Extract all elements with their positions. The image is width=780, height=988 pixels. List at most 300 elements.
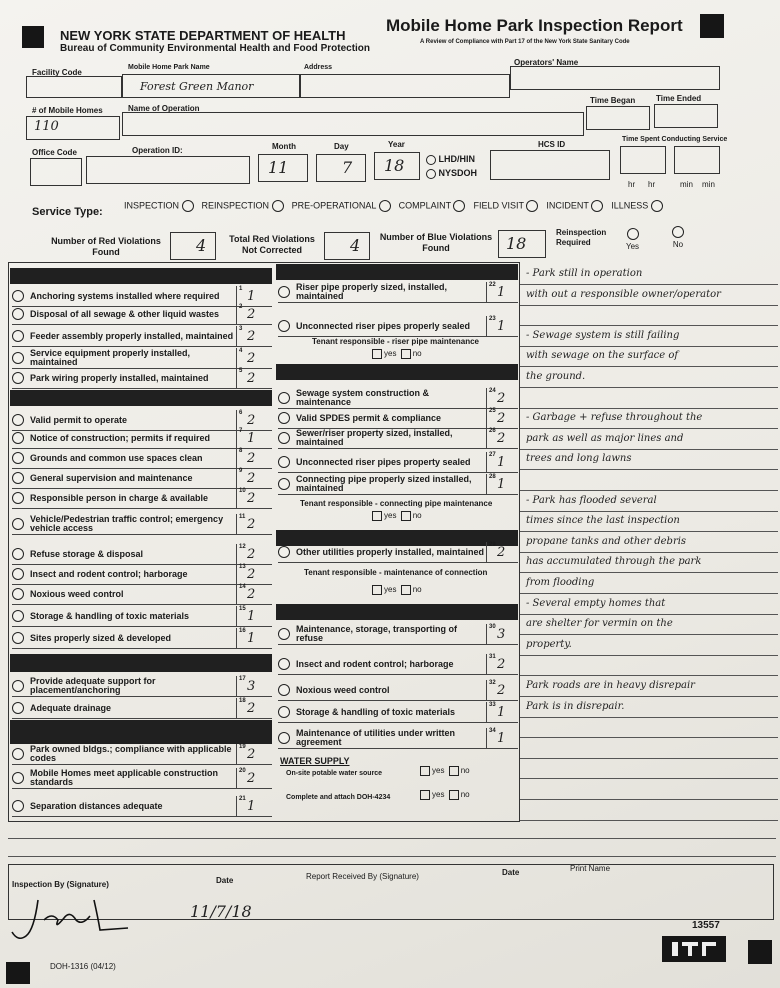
item-radio[interactable] bbox=[12, 472, 24, 484]
time-ended-field[interactable] bbox=[654, 104, 718, 128]
item-number: 25 bbox=[489, 407, 496, 414]
left-item-row[interactable] bbox=[12, 796, 272, 817]
operation-name-label: Name of Operation bbox=[128, 104, 200, 113]
item-label: Adequate drainage bbox=[30, 702, 112, 713]
hcs-id-field[interactable] bbox=[490, 150, 610, 180]
item-radio[interactable] bbox=[278, 320, 290, 332]
right-item-row[interactable] bbox=[278, 542, 518, 563]
item-label: Connecting pipe properly sized installed, maintained bbox=[296, 474, 472, 493]
item-mark: 2 bbox=[247, 490, 256, 506]
tenant-connecting-options[interactable]: yes no bbox=[370, 511, 422, 521]
ruled-line bbox=[520, 284, 778, 285]
item-label: Service equipment properly installed, maintained bbox=[30, 348, 191, 367]
park-name-value: Forest Green Manor bbox=[140, 80, 254, 93]
item-code-cell[interactable] bbox=[236, 304, 264, 325]
left-item-row[interactable] bbox=[12, 348, 272, 369]
item-radio[interactable] bbox=[12, 702, 24, 714]
item-number: 29 bbox=[489, 541, 496, 548]
ruled-line bbox=[520, 346, 778, 347]
item-radio[interactable] bbox=[12, 588, 24, 600]
item-radio[interactable] bbox=[12, 414, 24, 426]
item-mark: 2 bbox=[247, 412, 256, 428]
red-violations-label: Number of Red Violations Found bbox=[51, 236, 161, 257]
right-item-row[interactable] bbox=[278, 282, 518, 303]
ruled-line bbox=[520, 634, 778, 635]
left-item-row[interactable] bbox=[12, 676, 272, 697]
item-radio[interactable] bbox=[12, 680, 24, 692]
item-number: 1 bbox=[239, 285, 243, 292]
item-label: Separation distances adequate bbox=[30, 800, 163, 811]
registration-mark-bottom-left bbox=[6, 962, 30, 984]
item-code-cell[interactable] bbox=[236, 744, 264, 765]
handwritten-note: - Park has flooded several bbox=[526, 494, 657, 506]
item-label: General supervision and maintenance bbox=[30, 472, 193, 483]
item-code-cell[interactable] bbox=[236, 676, 264, 697]
blue-violations-label: Number of Blue Violations Found bbox=[379, 232, 493, 253]
ruled-line bbox=[520, 799, 778, 800]
item-mark: 2 bbox=[247, 770, 256, 786]
item-radio[interactable] bbox=[278, 456, 290, 468]
form-id: DOH-1316 (04/12) bbox=[50, 962, 116, 971]
item-code-cell[interactable] bbox=[486, 680, 512, 701]
item-label: Maintenance, storage, transporting of refuse bbox=[296, 624, 458, 643]
item-code-cell[interactable] bbox=[236, 628, 264, 649]
ruled-line bbox=[520, 758, 778, 759]
item-radio[interactable] bbox=[278, 392, 290, 404]
tenant-connection-options[interactable]: yes no bbox=[370, 585, 422, 595]
handwritten-note: trees and long lawns bbox=[526, 453, 632, 465]
registration-mark-top-right bbox=[700, 14, 724, 38]
item-radio[interactable] bbox=[12, 772, 24, 784]
item-label: Park wiring properly installed, maintained bbox=[30, 372, 209, 383]
item-mark: 2 bbox=[247, 450, 256, 466]
time-began-field[interactable] bbox=[586, 106, 650, 130]
water-complete-options[interactable]: yes no bbox=[418, 790, 470, 800]
item-mark: 2 bbox=[247, 566, 256, 582]
item-label: Valid permit to operate bbox=[30, 414, 128, 425]
item-mark: 1 bbox=[497, 476, 506, 492]
item-code-cell[interactable] bbox=[486, 542, 512, 563]
item-radio[interactable] bbox=[12, 610, 24, 622]
item-radio[interactable] bbox=[278, 286, 290, 298]
item-code-cell[interactable] bbox=[236, 698, 264, 719]
item-code-cell[interactable] bbox=[236, 584, 264, 605]
item-code-cell[interactable] bbox=[236, 428, 264, 449]
item-label: Storage & handling of toxic materials bbox=[296, 706, 456, 717]
bureau-name: Bureau of Community Environmental Health and Food Protection bbox=[60, 43, 371, 54]
office-code-field[interactable] bbox=[30, 158, 82, 186]
item-label: Provide adequate support for placement/anchoring bbox=[30, 676, 156, 695]
item-number: 12 bbox=[239, 543, 246, 550]
item-number: 13 bbox=[239, 563, 246, 570]
item-number: 27 bbox=[489, 451, 496, 458]
tenant-connection-label: Tenant responsible - maintenance of connection bbox=[304, 568, 488, 577]
item-number: 26 bbox=[489, 427, 496, 434]
item-mark: 1 bbox=[247, 630, 256, 646]
item-number: 9 bbox=[239, 467, 243, 474]
right-section-bar-2 bbox=[276, 364, 518, 380]
item-mark: 1 bbox=[247, 608, 256, 624]
ruled-line bbox=[520, 655, 778, 656]
item-label: Park owned bldgs.; compliance with applicable codes bbox=[30, 744, 232, 763]
service-inspection[interactable]: INSPECTION bbox=[124, 200, 194, 212]
tenant-riser-label: Tenant responsible - riser pipe maintenance bbox=[312, 337, 480, 346]
print-name-label: Print Name bbox=[570, 864, 611, 873]
ruled-line bbox=[520, 675, 778, 676]
item-radio[interactable] bbox=[12, 518, 24, 530]
ruled-line bbox=[520, 778, 778, 779]
left-item-row[interactable] bbox=[12, 698, 272, 719]
item-mark: 2 bbox=[247, 306, 256, 322]
item-number: 3 bbox=[239, 325, 243, 332]
day-value: 7 bbox=[342, 158, 353, 177]
right-item-row[interactable] bbox=[278, 474, 518, 495]
address-field[interactable] bbox=[300, 74, 510, 98]
item-number: 18 bbox=[239, 697, 246, 704]
handwritten-note: has accumulated through the park bbox=[526, 556, 702, 568]
left-item-row[interactable] bbox=[12, 326, 272, 347]
item-number: 15 bbox=[239, 605, 246, 612]
year-label: Year bbox=[388, 140, 405, 149]
date-value: 11/7/18 bbox=[190, 902, 252, 921]
right-item-row[interactable] bbox=[278, 680, 518, 701]
ruled-line bbox=[520, 552, 778, 553]
left-item-row[interactable] bbox=[12, 544, 272, 565]
item-mark: 2 bbox=[247, 546, 256, 562]
item-number: 5 bbox=[239, 367, 243, 374]
item-radio[interactable] bbox=[12, 432, 24, 444]
water-onsite-label: On-site potable water source bbox=[286, 770, 383, 777]
item-number: 31 bbox=[489, 653, 496, 660]
item-mark: 2 bbox=[497, 390, 506, 406]
item-radio[interactable] bbox=[12, 452, 24, 464]
item-radio[interactable] bbox=[278, 732, 290, 744]
service-reinspection[interactable]: REINSPECTION bbox=[202, 200, 284, 212]
lhd-option[interactable]: LHD/HIN bbox=[426, 154, 475, 165]
item-number: 24 bbox=[489, 387, 496, 394]
right-item-row[interactable] bbox=[278, 702, 518, 723]
item-mark: 1 bbox=[497, 454, 506, 470]
item-label: Maintenance of utilities under written agreement bbox=[296, 728, 456, 747]
left-item-row[interactable] bbox=[12, 768, 272, 789]
left-item-row[interactable] bbox=[12, 744, 272, 765]
item-number: 21 bbox=[239, 795, 246, 802]
office-code-label: Office Code bbox=[32, 148, 77, 157]
hours-label-2: hr bbox=[648, 180, 656, 189]
right-item-row[interactable] bbox=[278, 624, 518, 645]
handwritten-note: propane tanks and other debris bbox=[526, 535, 687, 547]
item-radio[interactable] bbox=[12, 632, 24, 644]
blue-violations-value: 18 bbox=[506, 234, 527, 253]
item-code-cell[interactable] bbox=[486, 408, 512, 429]
item-radio[interactable] bbox=[12, 548, 24, 560]
ruled-line bbox=[520, 387, 778, 388]
service-incident[interactable]: INCIDENT bbox=[546, 200, 603, 212]
doh-logo bbox=[662, 936, 726, 962]
service-type-options bbox=[124, 200, 663, 212]
ruled-line bbox=[520, 325, 778, 326]
item-code-cell[interactable] bbox=[236, 544, 264, 565]
nysdoh-option[interactable]: NYSDOH bbox=[426, 168, 477, 179]
service-complaint[interactable]: COMPLAINT bbox=[399, 200, 466, 212]
service-field-visit[interactable]: FIELD VISIT bbox=[473, 200, 538, 212]
item-number: 19 bbox=[239, 743, 246, 750]
ruled-line bbox=[520, 469, 778, 470]
item-code-cell[interactable] bbox=[486, 702, 512, 723]
item-radio[interactable] bbox=[12, 800, 24, 812]
item-label: Insect and rodent control; harborage bbox=[30, 568, 188, 579]
item-label: Anchoring systems installed where required bbox=[30, 290, 220, 301]
item-label: Mobile Homes meet applicable construction standards bbox=[30, 768, 219, 787]
minutes-label-2: min bbox=[702, 180, 715, 189]
divider-line-1 bbox=[8, 838, 776, 839]
handwritten-note: - Garbage + refuse throughout the bbox=[526, 412, 703, 424]
operators-name-label: Operators' Name bbox=[514, 58, 579, 67]
address-label: Address bbox=[304, 64, 333, 71]
item-code-cell[interactable] bbox=[236, 326, 264, 347]
item-radio[interactable] bbox=[12, 492, 24, 504]
total-red-field[interactable] bbox=[324, 232, 370, 260]
handwritten-note: - Several empty homes that bbox=[526, 597, 666, 609]
ruled-line bbox=[520, 305, 778, 306]
service-illness[interactable]: ILLNESS bbox=[611, 200, 663, 212]
reinspection-yes[interactable]: Yes bbox=[626, 228, 639, 251]
left-item-row[interactable] bbox=[12, 514, 272, 535]
item-radio[interactable] bbox=[12, 372, 24, 384]
item-radio[interactable] bbox=[278, 478, 290, 490]
item-radio[interactable] bbox=[278, 432, 290, 444]
handwritten-note: - Sewage system is still failing bbox=[526, 329, 680, 341]
handwritten-note: Park is in disrepair. bbox=[526, 700, 625, 712]
item-radio[interactable] bbox=[278, 658, 290, 670]
ruled-line bbox=[520, 696, 778, 697]
ruled-line bbox=[520, 614, 778, 615]
item-number: 23 bbox=[489, 315, 496, 322]
item-number: 2 bbox=[239, 303, 243, 310]
left-item-row[interactable] bbox=[12, 488, 272, 509]
time-spent-minutes-field[interactable] bbox=[674, 146, 720, 174]
item-radio[interactable] bbox=[12, 748, 24, 760]
item-radio[interactable] bbox=[278, 684, 290, 696]
item-number: 32 bbox=[489, 679, 496, 686]
ruled-line bbox=[520, 428, 778, 429]
inspector-signature bbox=[8, 890, 168, 950]
tenant-riser-options[interactable]: yes no bbox=[370, 349, 422, 359]
total-red-value: 4 bbox=[350, 236, 361, 255]
item-label: Other utilities properly installed, maintained bbox=[296, 546, 485, 557]
left-section-bar-3 bbox=[10, 654, 272, 672]
registration-mark-top-left bbox=[22, 26, 44, 48]
item-number: 11 bbox=[239, 513, 246, 520]
item-code-cell[interactable] bbox=[486, 474, 512, 495]
date2-label: Date bbox=[502, 868, 520, 877]
num-homes-value: 110 bbox=[34, 119, 59, 134]
year-value: 18 bbox=[384, 156, 405, 175]
red-violations-field[interactable] bbox=[170, 232, 216, 260]
item-label: Noxious weed control bbox=[296, 684, 390, 695]
time-spent-hours-field[interactable] bbox=[620, 146, 666, 174]
left-item-row[interactable] bbox=[12, 448, 272, 469]
facility-code-label: Facility Code bbox=[32, 68, 82, 77]
handwritten-note: the ground. bbox=[526, 371, 586, 382]
item-radio[interactable] bbox=[278, 546, 290, 558]
left-item-row[interactable] bbox=[12, 368, 272, 389]
item-mark: 2 bbox=[247, 470, 256, 486]
day-label: Day bbox=[334, 142, 349, 151]
item-code-cell[interactable] bbox=[486, 654, 512, 675]
item-label: Notice of construction; permits if required bbox=[30, 432, 211, 443]
item-code-cell[interactable] bbox=[486, 452, 512, 473]
operators-name-field[interactable] bbox=[510, 66, 720, 90]
item-radio[interactable] bbox=[12, 330, 24, 342]
item-label: Noxious weed control bbox=[30, 588, 124, 599]
item-number: 8 bbox=[239, 447, 243, 454]
item-label: Sites properly sized & developed bbox=[30, 632, 172, 643]
handwritten-note: property. bbox=[526, 638, 572, 650]
ruled-line bbox=[520, 511, 778, 512]
item-code-cell[interactable] bbox=[236, 468, 264, 489]
water-onsite-options[interactable]: yes no bbox=[418, 766, 470, 776]
item-code-cell[interactable] bbox=[236, 564, 264, 585]
operation-id-field[interactable] bbox=[86, 156, 250, 184]
item-code-cell[interactable] bbox=[486, 282, 512, 303]
item-number: 7 bbox=[239, 427, 243, 434]
right-item-row[interactable] bbox=[278, 452, 518, 473]
item-mark: 2 bbox=[247, 700, 256, 716]
item-code-cell[interactable] bbox=[236, 768, 264, 789]
item-mark: 2 bbox=[497, 656, 506, 672]
item-mark: 2 bbox=[497, 682, 506, 698]
item-code-cell[interactable] bbox=[486, 388, 512, 409]
total-red-label: Total Red Violations Not Corrected bbox=[229, 234, 315, 255]
operation-id-label: Operation ID: bbox=[132, 146, 183, 155]
day-field[interactable] bbox=[316, 154, 366, 182]
item-number: 6 bbox=[239, 409, 243, 416]
item-number: 14 bbox=[239, 583, 246, 590]
right-item-row[interactable] bbox=[278, 428, 518, 449]
item-number: 16 bbox=[239, 627, 246, 634]
left-item-row[interactable] bbox=[12, 468, 272, 489]
item-code-cell[interactable] bbox=[236, 514, 264, 535]
left-item-row[interactable] bbox=[12, 628, 272, 649]
park-name-label: Mobile Home Park Name bbox=[128, 64, 210, 71]
red-violations-value: 4 bbox=[196, 236, 207, 255]
num-homes-label: # of Mobile Homes bbox=[32, 106, 103, 115]
left-section-bar-4 bbox=[10, 720, 272, 744]
item-number: 20 bbox=[239, 767, 246, 774]
item-label: Valid SPDES permit & compliance bbox=[296, 412, 442, 423]
item-label: Refuse storage & disposal bbox=[30, 548, 144, 559]
item-code-cell[interactable] bbox=[236, 796, 264, 817]
item-mark: 2 bbox=[497, 430, 506, 446]
report-received-label: Report Received By (Signature) bbox=[306, 872, 419, 881]
item-radio[interactable] bbox=[12, 308, 24, 320]
ruled-line bbox=[520, 366, 778, 367]
service-pre-operational[interactable]: PRE-OPERATIONAL bbox=[292, 200, 391, 212]
document-number: 13557 bbox=[692, 920, 720, 931]
handwritten-note: are shelter for vermin on the bbox=[526, 618, 673, 630]
item-number: 22 bbox=[489, 281, 496, 288]
item-code-cell[interactable] bbox=[236, 348, 264, 369]
item-radio[interactable] bbox=[12, 568, 24, 580]
item-mark: 3 bbox=[247, 678, 256, 694]
right-item-row[interactable] bbox=[278, 654, 518, 675]
item-code-cell[interactable] bbox=[486, 428, 512, 449]
item-label: Insect and rodent control; harborage bbox=[296, 658, 454, 669]
facility-code-field[interactable] bbox=[26, 76, 122, 98]
right-item-row[interactable] bbox=[278, 388, 518, 409]
ruled-line bbox=[520, 449, 778, 450]
item-code-cell[interactable] bbox=[236, 606, 264, 627]
left-item-row[interactable] bbox=[12, 428, 272, 449]
left-item-row[interactable] bbox=[12, 606, 272, 627]
reinspection-no[interactable]: No bbox=[672, 226, 684, 249]
left-item-row[interactable] bbox=[12, 584, 272, 605]
item-label: Grounds and common use spaces clean bbox=[30, 452, 203, 463]
handwritten-note: with out a responsible owner/operator bbox=[526, 288, 721, 300]
item-mark: 2 bbox=[247, 370, 256, 386]
item-code-cell[interactable] bbox=[486, 728, 512, 749]
ruled-line bbox=[520, 408, 778, 409]
item-radio[interactable] bbox=[12, 290, 24, 302]
handwritten-note: Park roads are in heavy disrepair bbox=[526, 680, 695, 691]
item-number: 28 bbox=[489, 473, 496, 480]
item-number: 30 bbox=[489, 623, 496, 630]
ruled-line bbox=[520, 717, 778, 718]
item-label: Unconnected riser pipes property sealed bbox=[296, 456, 471, 467]
item-label: Unconnected riser pipes properly sealed bbox=[296, 320, 471, 331]
item-label: Feeder assembly properly installed, maintained bbox=[30, 330, 234, 341]
handwritten-note: - Park still in operation bbox=[526, 268, 643, 279]
item-mark: 1 bbox=[247, 798, 256, 814]
item-code-cell[interactable] bbox=[486, 316, 512, 337]
hcs-id-label: HCS ID bbox=[538, 140, 566, 149]
item-mark: 2 bbox=[247, 350, 256, 366]
item-number: 34 bbox=[489, 727, 496, 734]
handwritten-note: times since the last inspection bbox=[526, 515, 680, 527]
ruled-line bbox=[520, 593, 778, 594]
item-mark: 1 bbox=[247, 430, 256, 446]
item-radio[interactable] bbox=[278, 628, 290, 640]
water-supply-title: WATER SUPPLY bbox=[280, 756, 350, 766]
ruled-line bbox=[520, 820, 778, 821]
item-number: 10 bbox=[239, 487, 246, 494]
item-radio[interactable] bbox=[278, 412, 290, 424]
ruled-line bbox=[520, 572, 778, 573]
item-mark: 1 bbox=[497, 730, 506, 746]
item-radio[interactable] bbox=[12, 352, 24, 364]
inspection-by-label: Inspection By (Signature) bbox=[12, 880, 109, 889]
right-item-row[interactable] bbox=[278, 316, 518, 337]
handwritten-note: park as well as major lines and bbox=[526, 432, 684, 444]
time-spent-label: Time Spent Conducting Service bbox=[622, 136, 728, 143]
item-code-cell[interactable] bbox=[236, 368, 264, 389]
month-label: Month bbox=[272, 142, 296, 151]
left-item-row[interactable] bbox=[12, 304, 272, 325]
left-section-bar-1 bbox=[10, 268, 272, 284]
operation-name-field[interactable] bbox=[122, 112, 584, 136]
item-radio[interactable] bbox=[278, 706, 290, 718]
registration-mark-bottom-right bbox=[748, 940, 772, 964]
item-code-cell[interactable] bbox=[236, 448, 264, 469]
item-code-cell[interactable] bbox=[236, 488, 264, 509]
right-item-row[interactable] bbox=[278, 728, 518, 749]
ruled-line bbox=[520, 490, 778, 491]
right-item-row[interactable] bbox=[278, 408, 518, 429]
item-code-cell[interactable] bbox=[486, 624, 512, 645]
left-item-row[interactable] bbox=[12, 564, 272, 585]
item-mark: 1 bbox=[497, 284, 506, 300]
